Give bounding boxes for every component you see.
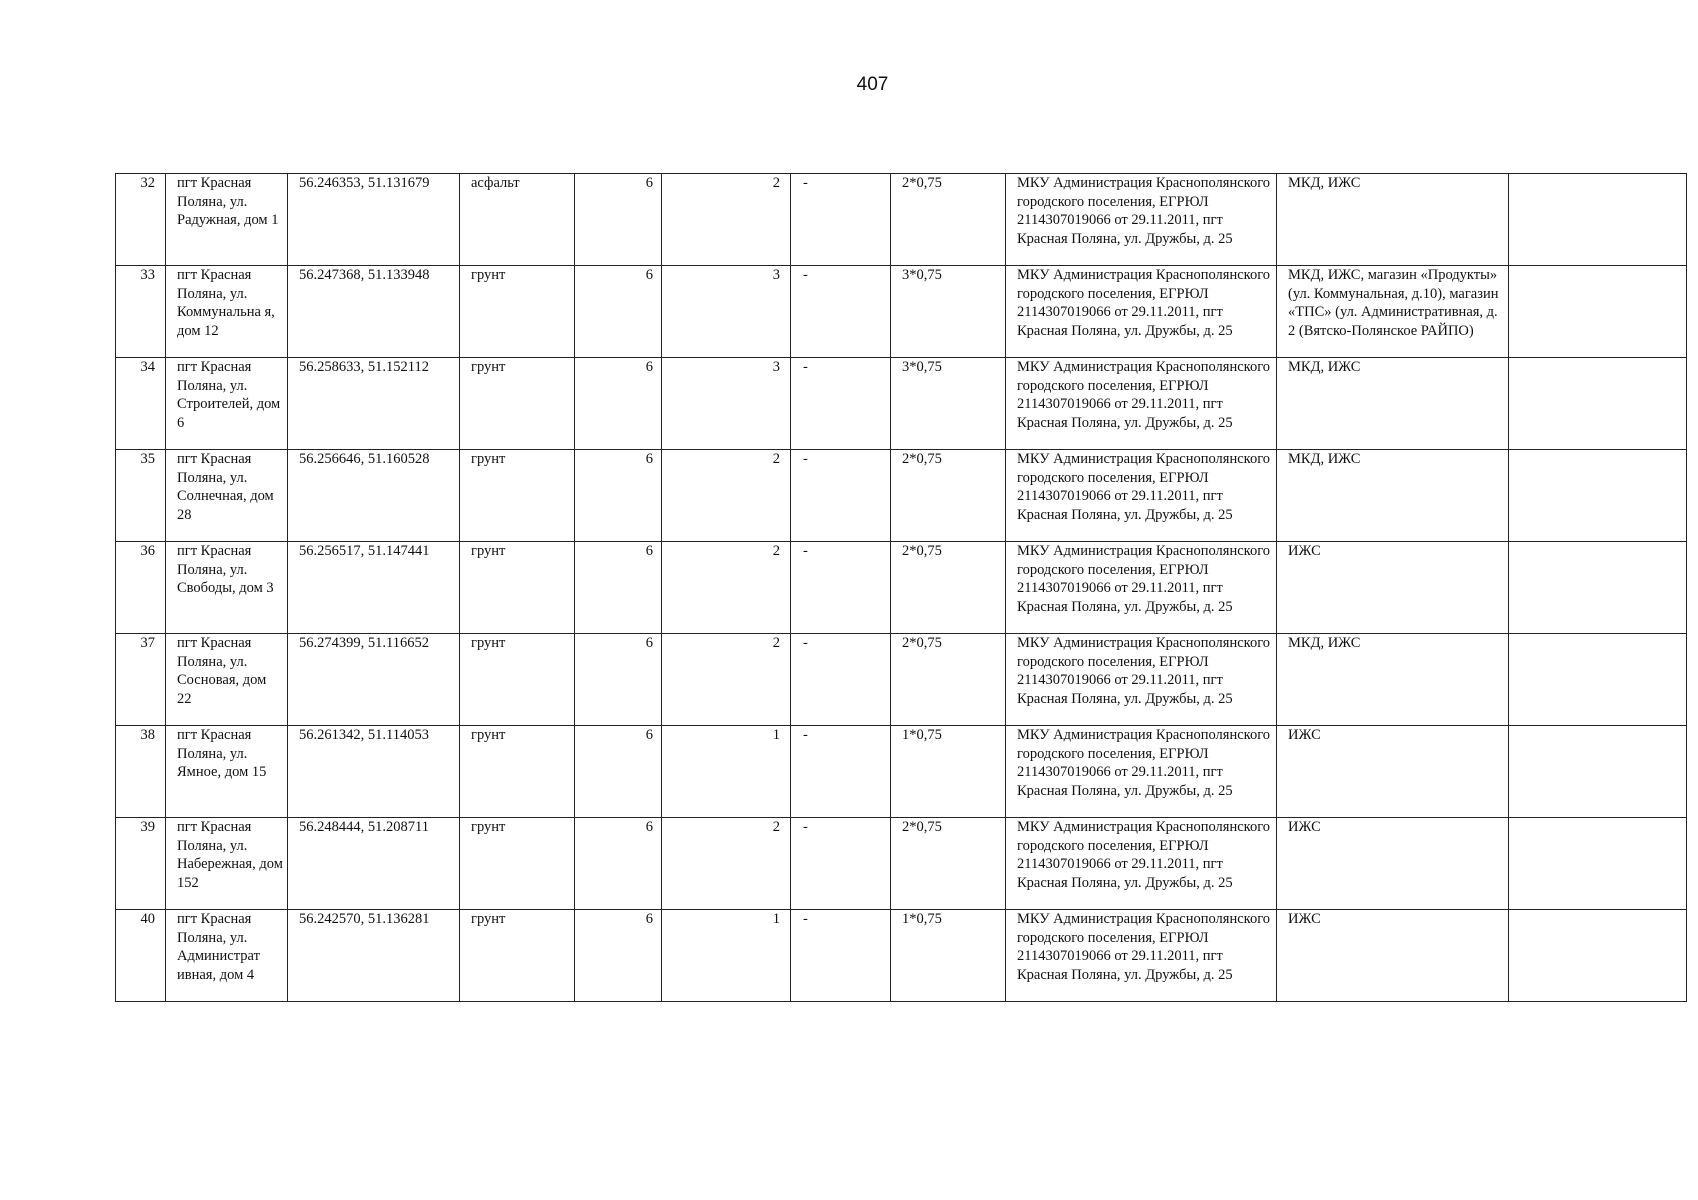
volume-cell: 2*0,75 xyxy=(891,174,1006,266)
address-cell: пгт Красная Поляна, ул. Коммунальна я, дом 12 xyxy=(166,266,288,358)
table-row xyxy=(116,726,1687,818)
container-count-cell: 2 xyxy=(662,818,791,910)
owner-cell: МКУ Администрация Краснополянского городского поселения, ЕГРЮЛ 2114307019066 от 29.11.2011, пгт Красная Поляна, ул. Дружбы, д. 25 xyxy=(1006,726,1277,818)
container-count-cell: 2 xyxy=(662,174,791,266)
address-cell: пгт Красная Поляна, ул. Администрат ивная, дом 4 xyxy=(166,910,288,1002)
area-cell: 6 xyxy=(575,910,662,1002)
area-cell: 6 xyxy=(575,634,662,726)
area-cell: 6 xyxy=(575,266,662,358)
waste-sources-cell: ИЖС xyxy=(1277,542,1509,634)
table-row xyxy=(116,910,1687,1002)
dash-cell: - xyxy=(791,910,891,1002)
note-cell xyxy=(1509,266,1687,358)
row-number: 35 xyxy=(116,450,166,542)
area-cell: 6 xyxy=(575,174,662,266)
owner-cell: МКУ Администрация Краснополянского городского поселения, ЕГРЮЛ 2114307019066 от 29.11.2011, пгт Красная Поляна, ул. Дружбы, д. 25 xyxy=(1006,266,1277,358)
address-cell: пгт Красная Поляна, ул. Радужная, дом 1 xyxy=(166,174,288,266)
owner-cell: МКУ Администрация Краснополянского городского поселения, ЕГРЮЛ 2114307019066 от 29.11.2011, пгт Красная Поляна, ул. Дружбы, д. 25 xyxy=(1006,910,1277,1002)
waste-sources-cell: МКД, ИЖС, магазин «Продукты» (ул. Коммунальная, д.10), магазин «ТПС» (ул. Административная, д. 2 (Вятско-Полянское РАЙПО) xyxy=(1277,266,1509,358)
owner-cell: МКУ Администрация Краснополянского городского поселения, ЕГРЮЛ 2114307019066 от 29.11.2011, пгт Красная Поляна, ул. Дружбы, д. 25 xyxy=(1006,358,1277,450)
container-sites-table xyxy=(115,173,1687,1002)
row-number: 37 xyxy=(116,634,166,726)
volume-cell: 2*0,75 xyxy=(891,634,1006,726)
volume-cell: 3*0,75 xyxy=(891,358,1006,450)
container-count-cell: 2 xyxy=(662,542,791,634)
table-body xyxy=(116,174,1687,1002)
coordinates-cell: 56.246353, 51.131679 xyxy=(288,174,460,266)
container-count-cell: 3 xyxy=(662,266,791,358)
coordinates-cell: 56.248444, 51.208711 xyxy=(288,818,460,910)
container-count-cell: 1 xyxy=(662,910,791,1002)
owner-cell: МКУ Администрация Краснополянского городского поселения, ЕГРЮЛ 2114307019066 от 29.11.2011, пгт Красная Поляна, ул. Дружбы, д. 25 xyxy=(1006,818,1277,910)
area-cell: 6 xyxy=(575,542,662,634)
row-number: 38 xyxy=(116,726,166,818)
waste-sources-cell: МКД, ИЖС xyxy=(1277,174,1509,266)
surface-cell: грунт xyxy=(460,266,575,358)
waste-sources-cell: ИЖС xyxy=(1277,818,1509,910)
owner-cell: МКУ Администрация Краснополянского городского поселения, ЕГРЮЛ 2114307019066 от 29.11.2011, пгт Красная Поляна, ул. Дружбы, д. 25 xyxy=(1006,174,1277,266)
coordinates-cell: 56.274399, 51.116652 xyxy=(288,634,460,726)
row-number: 33 xyxy=(116,266,166,358)
row-number: 36 xyxy=(116,542,166,634)
note-cell xyxy=(1509,174,1687,266)
container-count-cell: 2 xyxy=(662,450,791,542)
row-number: 32 xyxy=(116,174,166,266)
owner-cell: МКУ Администрация Краснополянского городского поселения, ЕГРЮЛ 2114307019066 от 29.11.2011, пгт Красная Поляна, ул. Дружбы, д. 25 xyxy=(1006,634,1277,726)
table-row xyxy=(116,542,1687,634)
note-cell xyxy=(1509,450,1687,542)
area-cell: 6 xyxy=(575,358,662,450)
waste-sources-cell: МКД, ИЖС xyxy=(1277,358,1509,450)
table-row xyxy=(116,266,1687,358)
volume-cell: 1*0,75 xyxy=(891,910,1006,1002)
surface-cell: грунт xyxy=(460,542,575,634)
dash-cell: - xyxy=(791,542,891,634)
coordinates-cell: 56.261342, 51.114053 xyxy=(288,726,460,818)
table-row xyxy=(116,358,1687,450)
address-cell: пгт Красная Поляна, ул. Ямное, дом 15 xyxy=(166,726,288,818)
volume-cell: 1*0,75 xyxy=(891,726,1006,818)
dash-cell: - xyxy=(791,174,891,266)
surface-cell: грунт xyxy=(460,818,575,910)
area-cell: 6 xyxy=(575,818,662,910)
surface-cell: грунт xyxy=(460,910,575,1002)
area-cell: 6 xyxy=(575,726,662,818)
table-row xyxy=(116,818,1687,910)
surface-cell: асфальт xyxy=(460,174,575,266)
coordinates-cell: 56.256646, 51.160528 xyxy=(288,450,460,542)
dash-cell: - xyxy=(791,634,891,726)
note-cell xyxy=(1509,542,1687,634)
container-count-cell: 2 xyxy=(662,634,791,726)
address-cell: пгт Красная Поляна, ул. Сосновая, дом 22 xyxy=(166,634,288,726)
row-number: 40 xyxy=(116,910,166,1002)
table-row xyxy=(116,450,1687,542)
note-cell xyxy=(1509,818,1687,910)
address-cell: пгт Красная Поляна, ул. Строителей, дом 6 xyxy=(166,358,288,450)
coordinates-cell: 56.242570, 51.136281 xyxy=(288,910,460,1002)
waste-sources-cell: ИЖС xyxy=(1277,726,1509,818)
surface-cell: грунт xyxy=(460,634,575,726)
container-count-cell: 1 xyxy=(662,726,791,818)
note-cell xyxy=(1509,910,1687,1002)
note-cell xyxy=(1509,726,1687,818)
coordinates-cell: 56.258633, 51.152112 xyxy=(288,358,460,450)
coordinates-cell: 56.256517, 51.147441 xyxy=(288,542,460,634)
waste-sources-cell: МКД, ИЖС xyxy=(1277,450,1509,542)
note-cell xyxy=(1509,634,1687,726)
dash-cell: - xyxy=(791,818,891,910)
row-number: 34 xyxy=(116,358,166,450)
volume-cell: 2*0,75 xyxy=(891,818,1006,910)
address-cell: пгт Красная Поляна, ул. Свободы, дом 3 xyxy=(166,542,288,634)
owner-cell: МКУ Администрация Краснополянского городского поселения, ЕГРЮЛ 2114307019066 от 29.11.2011, пгт Красная Поляна, ул. Дружбы, д. 25 xyxy=(1006,450,1277,542)
waste-sources-cell: ИЖС xyxy=(1277,910,1509,1002)
dash-cell: - xyxy=(791,358,891,450)
owner-cell: МКУ Администрация Краснополянского городского поселения, ЕГРЮЛ 2114307019066 от 29.11.2011, пгт Красная Поляна, ул. Дружбы, д. 25 xyxy=(1006,542,1277,634)
table-row xyxy=(116,174,1687,266)
surface-cell: грунт xyxy=(460,450,575,542)
table-row xyxy=(116,634,1687,726)
address-cell: пгт Красная Поляна, ул. Набережная, дом 152 xyxy=(166,818,288,910)
surface-cell: грунт xyxy=(460,358,575,450)
volume-cell: 2*0,75 xyxy=(891,450,1006,542)
note-cell xyxy=(1509,358,1687,450)
row-number: 39 xyxy=(116,818,166,910)
page-number: 407 xyxy=(856,74,889,95)
dash-cell: - xyxy=(791,266,891,358)
dash-cell: - xyxy=(791,450,891,542)
container-count-cell: 3 xyxy=(662,358,791,450)
address-cell: пгт Красная Поляна, ул. Солнечная, дом 28 xyxy=(166,450,288,542)
dash-cell: - xyxy=(791,726,891,818)
coordinates-cell: 56.247368, 51.133948 xyxy=(288,266,460,358)
area-cell: 6 xyxy=(575,450,662,542)
waste-sources-cell: МКД, ИЖС xyxy=(1277,634,1509,726)
volume-cell: 2*0,75 xyxy=(891,542,1006,634)
surface-cell: грунт xyxy=(460,726,575,818)
volume-cell: 3*0,75 xyxy=(891,266,1006,358)
